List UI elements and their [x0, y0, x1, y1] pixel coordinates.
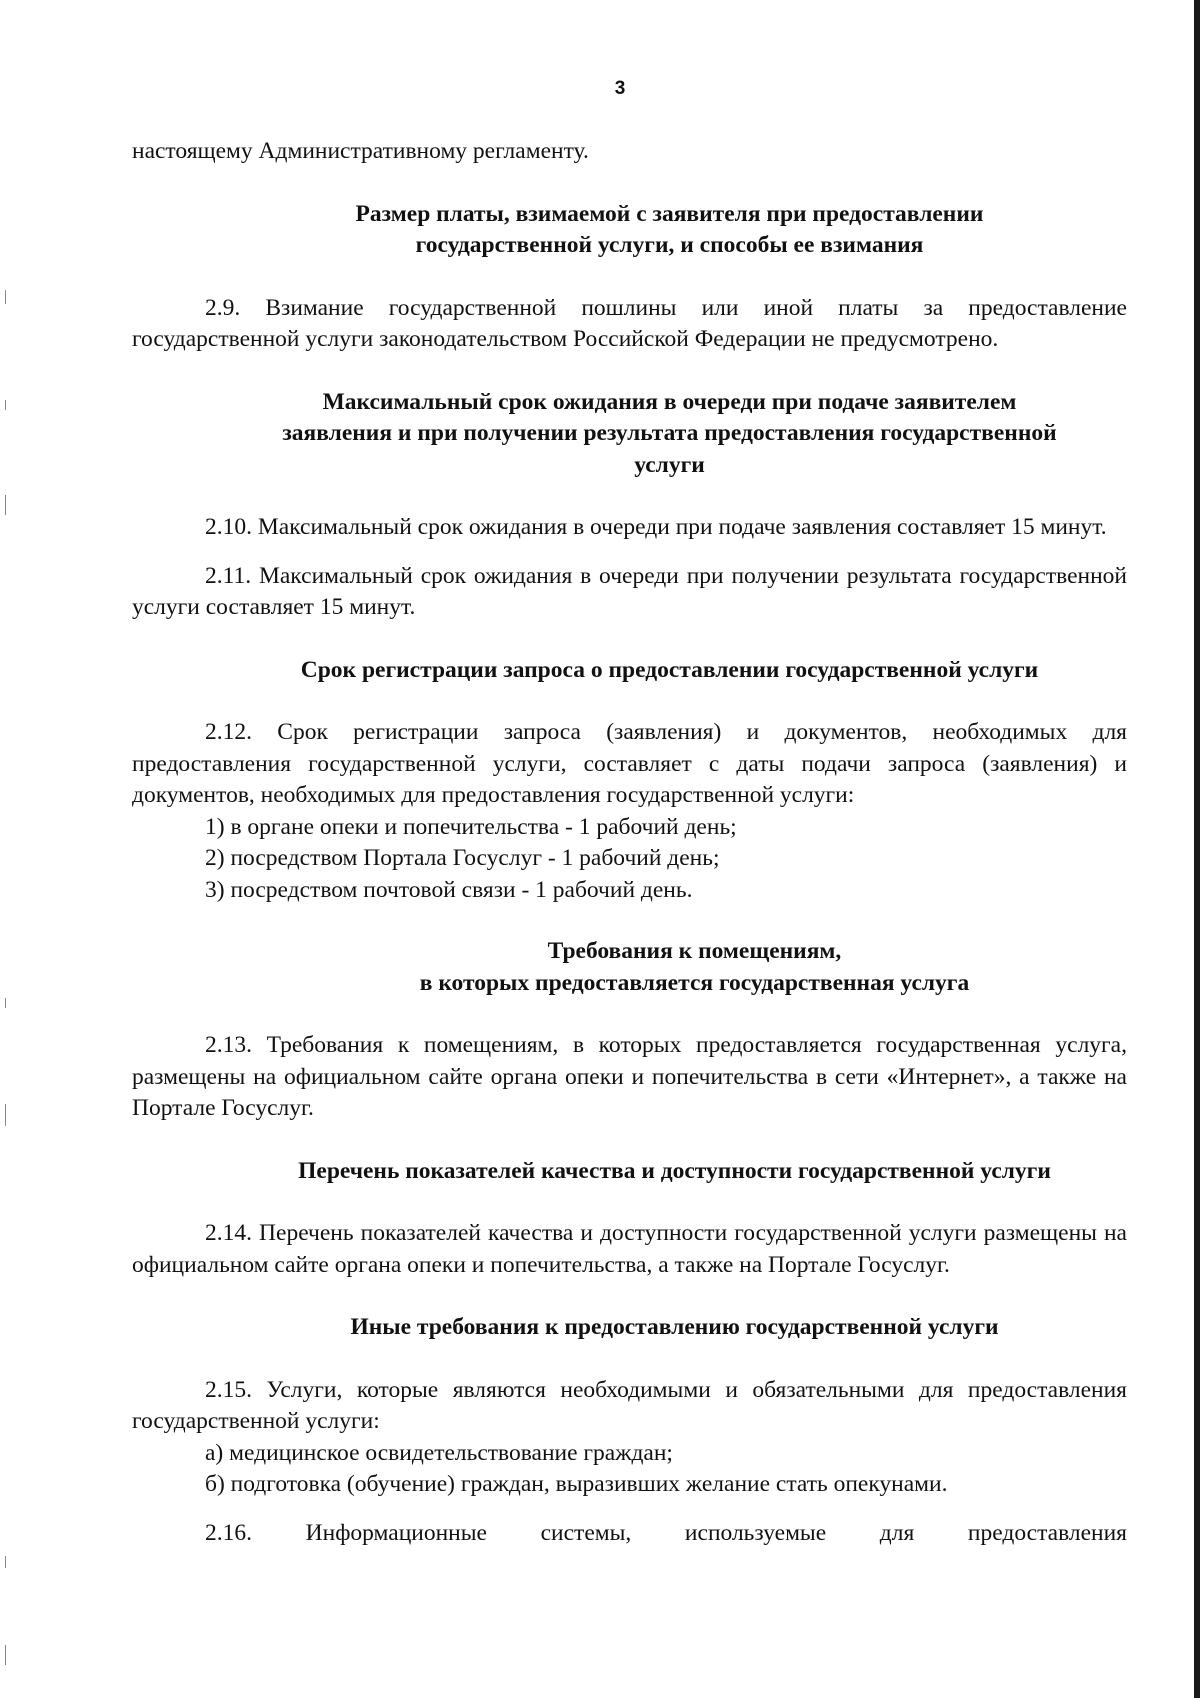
list-item: а) медицинское освидетельствование граждан;	[205, 1439, 673, 1466]
section-heading-fee	[212, 199, 1127, 262]
page-number: 3	[614, 78, 626, 99]
paragraph-2-13: 2.13. Требования к помещениям, в которых предоставляется государственная услуга, размещены на официальном сайте органа опеки и попечительства в сети «Интернет», а также на Портале Госуслуг.	[132, 1032, 1127, 1121]
list-item: 2) посредством Портала Госуслуг - 1 рабочий день;	[205, 845, 720, 871]
list-item: 1) в органе опеки и попечительства - 1 рабочий день;	[205, 813, 737, 840]
scan-right-border	[1194, 0, 1200, 1698]
heading-line: Требования к помещениям,	[547, 938, 842, 964]
list-item: б) подготовка (обучение) граждан, выразивших желание стать опекунами.	[205, 1471, 948, 1497]
document-body	[132, 136, 1127, 1549]
continuation-line: настоящему Административному регламенту.	[132, 138, 589, 164]
heading-line: государственной услуги, и способы ее взимания	[415, 232, 924, 258]
paragraph-2-14: 2.14. Перечень показателей качества и доступности государственной услуги размещены на официальном сайте органа опеки и попечительства, а также на Портале Госуслуг.	[132, 1220, 1127, 1278]
section-heading-quality: Перечень показателей качества и доступности государственной услуги	[298, 1157, 1051, 1184]
section-heading-queue	[192, 387, 1147, 482]
heading-line: заявления и при получении результата предоставления государственной	[282, 420, 1057, 446]
list-item: 3) посредством почтовой связи - 1 рабочий день.	[205, 876, 693, 903]
paragraph-2-15: 2.15. Услуги, которые являются необходимыми и обязательными для предоставления государственной услуги:	[132, 1376, 1127, 1434]
section-heading-registration: Срок регистрации запроса о предоставлении государственной услуги	[300, 656, 1039, 683]
heading-line: Максимальный срок ожидания в очереди при подаче заявителем	[322, 388, 1017, 415]
paragraph-2-9: 2.9. Взимание государственной пошлины или иной платы за предоставление государственной услуги законодательством Российской Федерации не предусмотрено.	[132, 294, 1127, 352]
paragraph-2-12: 2.12. Срок регистрации запроса (заявления) и документов, необходимых для предоставления государственной услуги, составляет с даты подачи запроса (заявления) и документов, необходимых для предоставления государственной услуги:	[132, 719, 1127, 808]
heading-line: в которых предоставляется государственная услуга	[419, 969, 970, 996]
paragraph-2-11: 2.11. Максимальный срок ожидания в очереди при получении результата государственной услуги составляет 15 минут.	[132, 562, 1127, 620]
section-heading-premises	[262, 936, 1127, 999]
heading-line: услуги	[634, 451, 705, 478]
paragraph-2-16: 2.16. Информационные системы, используемые для предоставления	[205, 1519, 1127, 1546]
heading-line: Размер платы, взимаемой с заявителя при предоставлении	[355, 200, 984, 227]
section-heading-other: Иные требования к предоставлению государственной услуги	[350, 1314, 999, 1340]
paragraph-2-10: 2.10. Максимальный срок ожидания в очереди при подаче заявления составляет 15 минут.	[205, 514, 1107, 540]
